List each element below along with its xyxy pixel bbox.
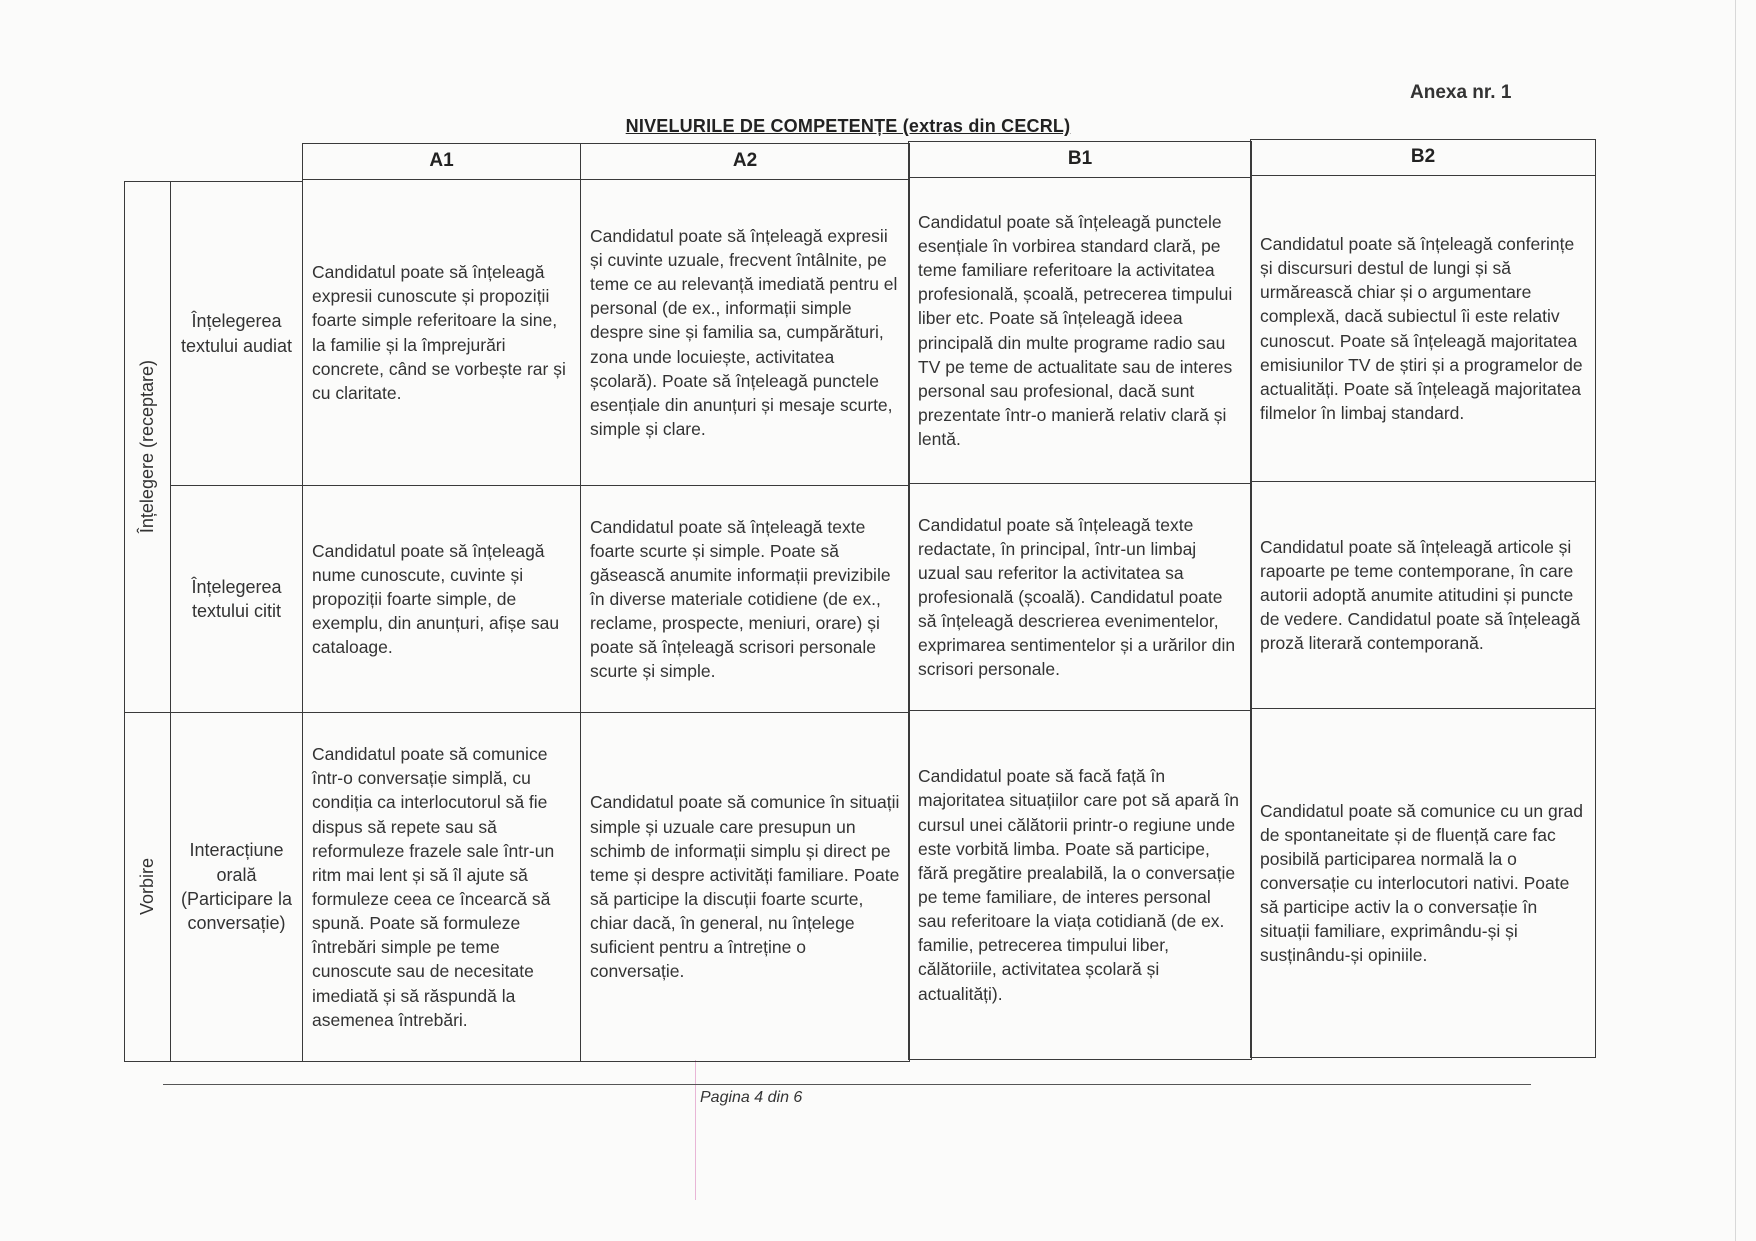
footer-divider bbox=[163, 1084, 1531, 1085]
category-speaking: Vorbire bbox=[124, 712, 171, 1062]
cell-reading-a2: Candidatul poate să înțeleagă texte foarte scurte și simple. Poate să găsească anumite informații previzibile în diverse materiale cotidiene (de ex., reclame, prospecte, meniuri, orare) și poate să înțeleagă scrisori personale scurte și simple. bbox=[580, 485, 910, 713]
cell-interaction-a1: Candidatul poate să comunice într-o conversație simplă, cu condiția ca interlocutorul să fie dispus să repete sau să reformuleze frazele sale într-un ritm mai lent și să îl ajute să formuleze ceea ce încearcă să spună. Poate să formuleze întrebări simple pe teme cunoscute sau de necesitate imediată și să răspundă la asemenea întrebări. bbox=[302, 712, 581, 1062]
column-header-b2: B2 bbox=[1250, 139, 1596, 176]
cell-reading-b2: Candidatul poate să înțeleagă articole și rapoarte pe teme contemporane, în care autorii adoptă anumite atitudini și puncte de vedere. Candidatul poate să înțeleagă proză literară contemporană. bbox=[1250, 481, 1596, 709]
category-understanding: Înțelegere (receptare) bbox=[124, 181, 171, 713]
page-number: Pagina 4 din 6 bbox=[700, 1089, 803, 1106]
column-header-a2: A2 bbox=[580, 143, 910, 180]
scan-edge-line bbox=[1735, 0, 1736, 1241]
cell-interaction-b1: Candidatul poate să facă față în majoritatea situațiilor care pot să apară în cursul unei călătorii printr-o regiune unde este vorbită limba. Poate să participe, fără pregătire prealabilă, la o conversație pe teme familiare, de interes personal sau referitoare la viața cotidiană (de ex. familie, petrecerea timpului liber, călătoriile, activitatea școlară și actualități). bbox=[908, 710, 1252, 1060]
cell-listening-b2: Candidatul poate să înțeleagă conferințe și discursuri destul de lungi și să urmărească chiar și o argumentare complexă, dacă subiectul îi este relativ cunoscut. Poate să înțeleagă majoritatea emisiunilor TV de știri și a programelor de actualități. Poate să înțeleagă majoritatea filmelor în limbaj standard. bbox=[1250, 175, 1596, 482]
row-label-oral-interaction: Interacțiune orală (Participare la conversație) bbox=[170, 712, 303, 1062]
page-title: NIVELURILE DE COMPETENȚE (extras din CECRL) bbox=[625, 116, 1071, 136]
cell-listening-a1: Candidatul poate să înțeleagă expresii cunoscute și propoziții foarte simple referitoare la sine, la familie și la împrejurări concrete, când se vorbește rar și cu claritate. bbox=[302, 179, 581, 486]
row-label-reading: Înțelegerea textului citit bbox=[170, 485, 303, 713]
column-header-a1: A1 bbox=[302, 143, 581, 180]
row-label-listening: Înțelegerea textului audiat bbox=[170, 181, 303, 486]
cell-listening-a2: Candidatul poate să înțeleagă expresii și cuvinte uzuale, frecvent întâlnite, pe teme ce au relevanță imediată pentru el personal (de ex., informații simple despre sine și familia sa, cumpărături, zona unde locuiește, activitatea școlară). Poate să înțeleagă punctele esențiale din anunțuri și mesaje scurte, simple și clare. bbox=[580, 179, 910, 486]
cell-reading-a1: Candidatul poate să înțeleagă nume cunoscute, cuvinte și propoziții foarte simple, de exemplu, din anunțuri, afișe sau cataloage. bbox=[302, 485, 581, 713]
cell-interaction-b2: Candidatul poate să comunice cu un grad de spontaneitate și de fluență care fac posibilă participarea normală la o conversație cu interlocutori nativi. Poate să participe activ la o conversație în situații familiare, exprimându-și și susținându-și opiniile. bbox=[1250, 708, 1596, 1058]
cell-interaction-a2: Candidatul poate să comunice în situații simple și uzuale care presupun un schimb de informații simplu și direct pe teme și despre activități familiare. Poate să participe la discuții foarte scurte, chiar dacă, în general, nu înțelege suficient pentru a întreține o conversație. bbox=[580, 712, 910, 1062]
scan-mark-line bbox=[695, 1060, 696, 1200]
column-header-b1: B1 bbox=[908, 141, 1252, 178]
annex-label: Anexa nr. 1 bbox=[1410, 82, 1512, 103]
cell-listening-b1: Candidatul poate să înțeleagă punctele esențiale în vorbirea standard clară, pe teme familiare referitoare la activitatea profesională, școală, petrecerea timpului liber etc. Poate să înțeleagă ideea principală din multe programe radio sau TV pe teme de actualitate sau de interes personal sau profesional, dacă sunt prezentate într-o manieră relativ clară și lentă. bbox=[908, 177, 1252, 484]
cell-reading-b1: Candidatul poate să înțeleagă texte redactate, în principal, într-un limbaj uzual sau referitor la activitatea sa profesională (școală). Candidatul poate să înțeleagă descrierea evenimentelor, exprimarea sentimentelor și a urărilor din scrisori personale. bbox=[908, 483, 1252, 711]
